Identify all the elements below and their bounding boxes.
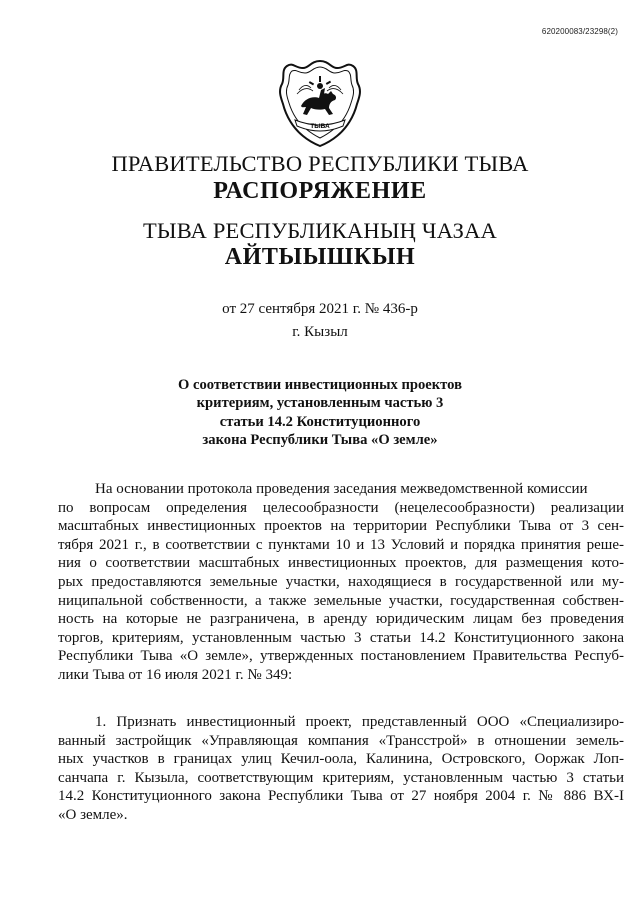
tyva-coat-of-arms-icon (279, 58, 361, 148)
document-date-number: от 27 сентября 2021 г. № 436-р (222, 301, 418, 317)
text-line: Республики Тыва «О земле», утвержденных постановлением Правительства Респуб- (58, 648, 624, 665)
clause-1-paragraph (58, 713, 624, 825)
document-city: г. Кызыл (292, 324, 348, 340)
text-line: ния о соответствии масштабных инвестиционных проектов, для размещения кото- (58, 555, 624, 572)
text-line: 1. Признать инвестиционный проект, представленный ООО «Специализиро- (95, 714, 624, 730)
text-line: масштабных инвестиционных проектов на территории Республики Тыва от 3 сен- (58, 518, 624, 535)
text-line: ванный застройщик «Управляющая компания «Трансстрой» в отношении земель- (58, 732, 624, 749)
text-line: ность на которые не разграничена, в аренду юридическим лицам без проведения (58, 611, 624, 628)
text-line: санчапа г. Кызыла, соответствующим критериям, установленным частью 3 статьи (58, 769, 624, 786)
text-line: тября 2021 г., в соответствии с пунктами 10 и 13 Условий и порядка принятия реше- (58, 536, 624, 553)
text-line: «О земле». (58, 806, 128, 823)
document-type-ru: РАСПОРЯЖЕНИЕ (213, 178, 427, 204)
title-line: статьи 14.2 Конституционного (219, 413, 421, 430)
text-line: ных участков в границах улиц Кечил-оола, Калинина, Островского, Ооржак Лоп- (58, 751, 624, 768)
preamble-paragraph (58, 480, 624, 685)
document-number: 620200083/23298(2) (541, 27, 618, 36)
text-line: 14.2 Конституционного закона Республики Тыва от 27 ноября 2004 г. № 886 ВХ-I (58, 788, 624, 805)
title-line: критериям, установленным частью 3 (196, 395, 444, 412)
text-line: На основании протокола проведения заседания межведомственной комиссии (95, 481, 588, 497)
text-line: лики Тыва от 16 июля 2021 г. № 349: (58, 666, 293, 683)
text-line: рых предоставляются земельные участки, находящиеся в государственной или му- (58, 573, 624, 590)
document-type-tyv: АЙТЫЫШКЫН (224, 244, 416, 270)
title-line: закона Республики Тыва «О земле» (202, 431, 438, 448)
title-line: О соответствии инвестиционных проектов (178, 377, 462, 393)
text-line: торгов, критериям, установленным частью 3 статьи 14.2 Конституционного закона (58, 629, 624, 646)
text-line: по вопросам определения целесообразности (нецелесообразности) реализации (58, 499, 624, 516)
government-title-ru: ПРАВИТЕЛЬСТВО РЕСПУБЛИКИ ТЫВА (111, 151, 529, 176)
document-title (150, 376, 490, 449)
government-title-tyv: ТЫВА РЕСПУБЛИКАНЫҢ ЧАЗАА (142, 218, 498, 243)
emblem-label: ТЫВА (310, 123, 330, 130)
text-line: ниципальной собственности, а также земельные участки, государственная собствен- (58, 592, 624, 609)
